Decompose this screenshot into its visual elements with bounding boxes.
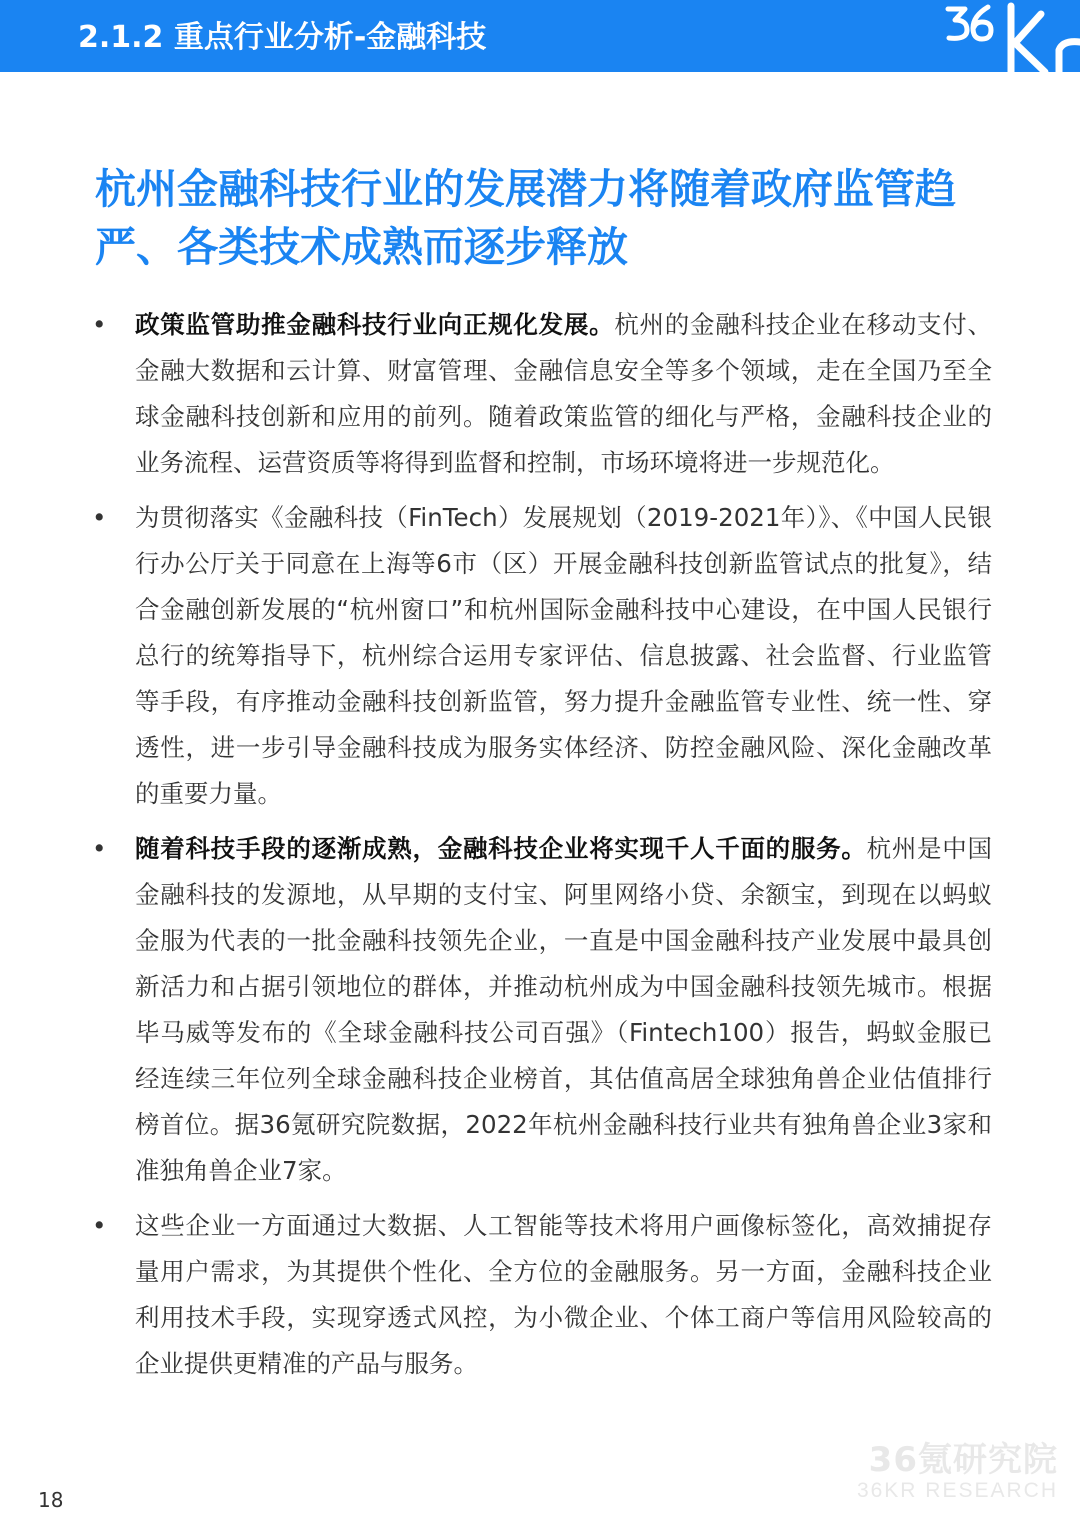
- header-bar: [0, 0, 1080, 72]
- bullet-text: 为贯彻落实《金融科技（FinTech）发展规划（2019-2021年）》、《中国人民银行办公厅关于同意在上海等6市（区）开展金融科技创新监管试点的批复》，结合金融创新发展的“杭州窗口”和杭州国际金融科技中心建设，在中国人民银行总行的统筹指导下，杭州综合运用专家评估、信息披露、社会监督、行业监管等手段，有序推动金融科技创新监管，努力提升金融监管专业性、统一性、穿透性，进一步引导金融科技成为服务实体经济、防控金融风险、深化金融改革的重要力量。: [135, 503, 992, 808]
- bullet-text: 杭州是中国金融科技的发源地，从早期的支付宝、阿里网络小贷、余额宝，到现在以蚂蚁金服为代表的一批金融科技领先企业，一直是中国金融科技产业发展中最具创新活力和占据引领地位的群体，并推动杭州成为中国金融科技领先城市。根据毕马威等发布的《全球金融科技公司百强》（Fintech100）报告，蚂蚁金服已经连续三年位列全球金融科技企业榜首，其估值高居全球独角兽企业估值排行榜首位。据36氪研究院数据，2022年杭州金融科技行业共有独角兽企业3家和准独角兽企业7家。: [135, 834, 993, 1185]
- watermark: [857, 1440, 1058, 1502]
- bullet-text: 这些企业一方面通过大数据、人工智能等技术将用户画像标签化，高效捕捉存量用户需求，为其提供个性化、全方位的金融服务。另一方面，金融科技企业利用技术手段，实现穿透式风控，为小微企业、个体工商户等信用风险较高的企业提供更精准的产品与服务。: [135, 1211, 992, 1378]
- bullet-lead: 政策监管助推金融科技行业向正规化发展。: [135, 310, 615, 339]
- bullet-item-technology: [92, 826, 992, 1194]
- bullet-item-services: [92, 1203, 992, 1387]
- bullet-item-implementation: [92, 495, 992, 817]
- watermark-sub: 36KR RESEARCH: [856, 1479, 1058, 1502]
- watermark-main: 36氪研究院: [868, 1440, 1058, 1480]
- bullet-text: 杭州的金融科技企业在移动支付、金融大数据和云计算、财富管理、金融信息安全等多个领域，走在全国乃至全球金融科技创新和应用的前列。随着政策监管的细化与严格，金融科技企业的业务流程、运营资质等将得到监督和控制，市场环境将进一步规范化。: [135, 310, 993, 477]
- 36kr-logo: [945, 0, 1080, 72]
- page-heading: 杭州金融科技行业的发展潜力将随着政府监管趋严、各类技术成熟而逐步释放: [95, 165, 956, 271]
- bullet-list: [92, 302, 992, 1396]
- section-title: 2.1.2 重点行业分析-金融科技: [78, 20, 487, 55]
- bullet-lead: 随着科技手段的逐渐成熟，金融科技企业将实现千人千面的服务。: [135, 834, 867, 863]
- bullet-item-policy: [92, 302, 992, 486]
- page-number: 18: [38, 1488, 64, 1512]
